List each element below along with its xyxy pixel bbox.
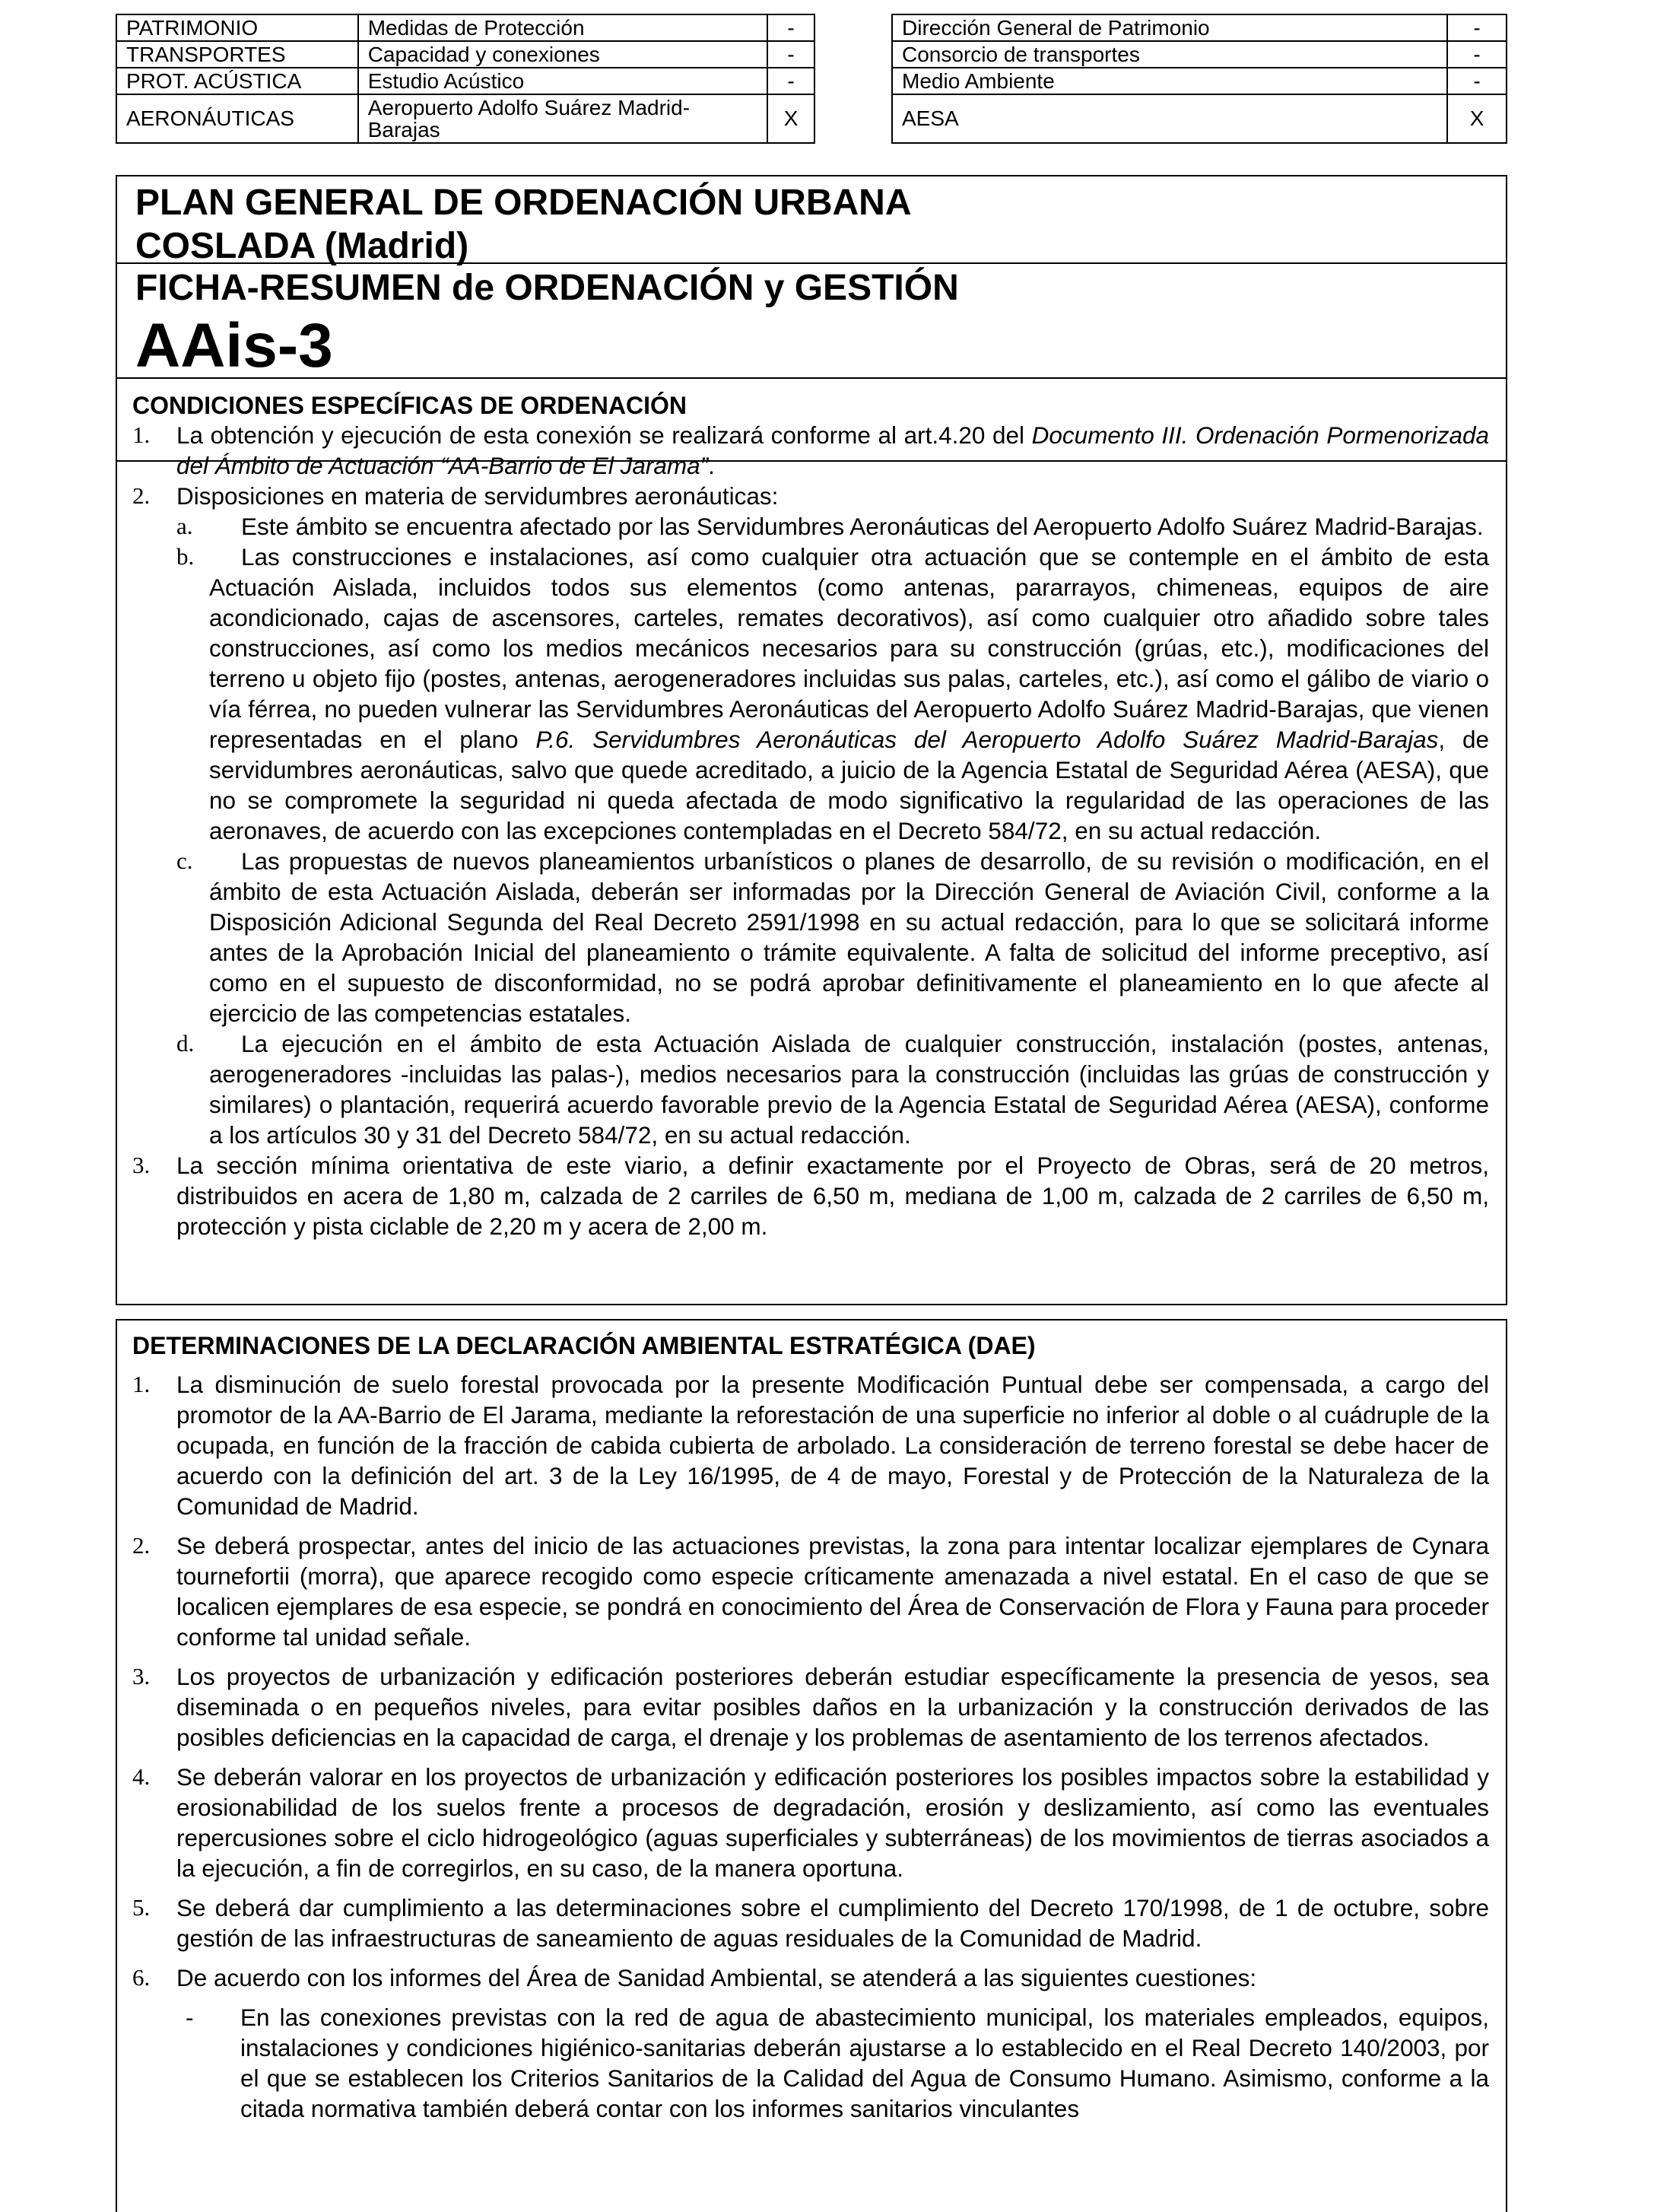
item-text: Se deberá prospectar, antes del inicio de las actuaciones previstas, la zona para intentar localizar ejemplares de Cynara tournefortii (morra), que aparece recogido como especie críticamente amenazada a nivel estatal. En el caso de que se localicen ejemplares de esa especie, se pondrá en conocimiento del Área de Conservación de Flora y Fauna para proceder conforme tal unidad señale. <box>176 1532 1489 1651</box>
item-number: 3. <box>132 1152 151 1178</box>
item-number: 6. <box>132 1964 151 1991</box>
item-number: 1. <box>132 421 151 448</box>
agency-cell: AESA <box>892 94 1447 143</box>
plan-location-line: COSLADA (Madrid) <box>135 226 469 266</box>
item-text: Se deberá dar cumplimiento a las determinaciones sobre el cumplimiento del Decreto 170/1998, de 1 de octubre, sobre gestión de las infraestructuras de saneamiento de aguas residuales de la Comunidad de Madrid. <box>176 1894 1489 1952</box>
item-text: La sección mínima orientativa de este viario, a definir exactamente por el Proyecto de Obras, será de 20 metros, distribuidos en acera de 1,80 m, calzada de 2 carriles de 6,50 m, mediana de 1,00 m, calzada de 2 carriles de 6,50 m, protección y pista ciclable de 2,20 m y acera de 2,00 m. <box>176 1152 1489 1240</box>
dae-section <box>116 1319 1507 2212</box>
conditions-section <box>116 377 1507 1305</box>
subitem-text: , de servidumbres aeronáuticas, salvo que quede acreditado, a juicio de la Agencia Estatal de Seguridad Aérea (AESA), que no se compromete la seguridad ni queda afectada de modo significativo la regularidad de las operaciones de las aeronaves, de acuerdo con las excepciones contempladas en el Decreto 584/72, en su actual redacción. <box>209 726 1489 844</box>
list-item <box>132 1661 1489 1753</box>
item-text: Los proyectos de urbanización y edificación posteriores deberán estudiar específicamente la presencia de yesos, sea diseminada o en pequeños niveles, para evitar posibles daños en la urbanización y la construcción derivados de las posibles deficiencias en la capacidad de carga, el drenaje y los problemas de asentamiento de los terrenos afectados. <box>176 1663 1489 1751</box>
measure-cell: Medidas de Protección <box>358 14 767 41</box>
item-text: De acuerdo con los informes del Área de Sanidad Ambiental, se atenderá a las siguientes cuestiones: <box>176 1964 1257 1991</box>
mark-cell: - <box>767 14 814 41</box>
item-number: 2. <box>132 482 151 509</box>
item-text: La disminución de suelo forestal provocada por la presente Modificación Puntual debe ser compensada, a cargo del promotor de la AA-Barrio de El Jarama, mediante la reforestación de una superficie no inferior al doble o al cuádruple de la ocupada, en función de la fracción de cabida cubierta de arbolado. La consideración de terreno forestal se debe hacer de acuerdo con la definición del art. 3 de la Ley 16/1995, de 4 de mayo, Forestal y de Protección de la Naturaleza de la Comunidad de Madrid. <box>176 1371 1489 1520</box>
subitem-text: Las propuestas de nuevos planeamientos urbanísticos o planes de desarrollo, de su revisión o modificación, en el ámbito de esta Actuación Aislada, deberán ser informadas por la Dirección General de Aviación Civil, conforme a la Disposición Adicional Segunda del Real Decreto 2591/1998 en su actual redacción, para lo que se solicitará informe antes de la Aprobación Inicial del planeamiento o trámite equivalente. A falta de solicitud del informe preceptivo, así como en el supuesto de disconformidad, no se podrá aprobar definitivamente el planeamiento en lo que afecte al ejercicio de las competencias estatales. <box>209 847 1489 1027</box>
table-row <box>892 41 1507 68</box>
item-text: Disposiciones en materia de servidumbres aeronáuticas: <box>176 482 779 510</box>
table-row <box>116 14 814 41</box>
item-number: 1. <box>132 1371 151 1397</box>
sheet-subtitle: FICHA-RESUMEN de ORDENACIÓN y GESTIÓN <box>135 268 959 308</box>
list-item <box>132 1150 1489 1241</box>
category-cell: PATRIMONIO <box>116 14 358 41</box>
list-item <box>132 1963 1489 1993</box>
measure-cell: Aeropuerto Adolfo Suárez Madrid-Barajas <box>358 94 767 143</box>
subitem-letter: a. <box>176 513 193 539</box>
table-row <box>116 68 814 94</box>
list-subitem <box>132 1028 1489 1150</box>
agency-reference-table <box>891 14 1507 144</box>
list-item <box>132 420 1489 481</box>
measure-cell: Capacidad y conexiones <box>358 41 767 68</box>
list-item <box>132 1893 1489 1953</box>
subitem-letter: d. <box>176 1030 195 1057</box>
item-text: La obtención y ejecución de esta conexión se realizará conforme al art.4.20 del <box>176 421 1032 449</box>
measure-cell: Estudio Acústico <box>358 68 767 94</box>
section-heading: CONDICIONES ESPECÍFICAS DE ORDENACIÓN <box>132 392 687 419</box>
list-subitem <box>132 2002 1489 2124</box>
agency-cell: Medio Ambiente <box>892 68 1447 94</box>
list-item <box>132 1369 1489 1521</box>
mark-cell: - <box>1447 41 1507 68</box>
plan-title <box>117 176 1506 264</box>
subitem-text: La ejecución en el ámbito de esta Actuación Aislada de cualquier construcción, instalación (postes, antenas, aerogeneradores -incluidas las palas-), medios necesarios para la construcción (incluidas las grúas de construcción y similares) o plantación, requerirá acuerdo favorable previo de la Agencia Estatal de Seguridad Aérea (AESA), conforme a los artículos 30 y 31 del Decreto 584/72, en su actual redacción. <box>209 1030 1489 1149</box>
mark-cell: X <box>767 94 814 143</box>
subitem-text: Las construcciones e instalaciones, así como cualquier otra actuación que se contemple en el ámbito de esta Actuación Aislada, incluidos todos sus elementos (como antenas, pararrayos, chimeneas, equipos de aire acondicionado, cajas de ascensores, carteles, remates decorativos), así como cualquier otro añadido sobre tales construcciones, así como los medios mecánicos necesarios para su construcción (grúas, etc.), modificaciones del terreno u objeto fijo (postes, antenas, aerogeneradores incluidas sus palas, carteles, etc.), así como el gálibo de viario o vía férrea, no pueden vulnerar las Servidumbres Aeronáuticas del Aeropuerto Adolfo Suárez Madrid-Barajas, que vienen representadas en el plano <box>209 543 1489 753</box>
subitem-text: En las conexiones previstas con la red de agua de abastecimiento municipal, los materiales empleados, equipos, instalaciones y condiciones higiénico-sanitarias deberán ajustarse a lo establecido en el Real Decreto 140/2003, por el que se establecen los Criterios Sanitarios de la Calidad del Agua de Consumo Humano. Asimismo, conforme a la citada normativa también deberá contar con los informes sanitarios vinculantes <box>240 2004 1489 2122</box>
list-item <box>132 1762 1489 1883</box>
sector-reference-table <box>116 14 815 144</box>
item-number: 3. <box>132 1663 151 1689</box>
item-text: . <box>708 452 715 479</box>
category-cell: TRANSPORTES <box>116 41 358 68</box>
list-item <box>132 481 1489 511</box>
bullet-dash: - <box>186 2004 194 2031</box>
list-subitem <box>132 511 1489 542</box>
item-text: Se deberán valorar en los proyectos de urbanización y edificación posteriores los posibles impactos sobre la estabilidad y erosionabilidad de los suelos frente a procesos de degradación, erosión y deslizamiento, así como las eventuales repercusiones sobre el ciclo hidrogeológico (aguas superficiales y subterráneas) de los movimientos de tierras asociados a la ejecución, a fin de corregirlos, en su caso, de la manera oportuna. <box>176 1763 1489 1882</box>
mark-cell: - <box>1447 14 1507 41</box>
table-row <box>116 94 814 143</box>
plan-title-line: PLAN GENERAL DE ORDENACIÓN URBANA <box>135 183 912 223</box>
list-item <box>132 1530 1489 1652</box>
subitem-text: Este ámbito se encuentra afectado por las Servidumbres Aeronáuticas del Aeropuerto Adolfo Suárez Madrid-Barajas. <box>241 513 1484 540</box>
item-text-italic: Documento III. Ordenación Pormenorizada del Ámbito de Actuación “AA-Barrio de El Jarama” <box>176 421 1489 479</box>
table-row <box>892 94 1507 143</box>
category-cell: PROT. ACÚSTICA <box>116 68 358 94</box>
category-cell: AERONÁUTICAS <box>116 94 358 143</box>
agency-cell: Dirección General de Patrimonio <box>892 14 1447 41</box>
subitem-text-italic: P.6. Servidumbres Aeronáuticas del Aeropuerto Adolfo Suárez Madrid-Barajas <box>535 726 1439 753</box>
section-heading: DETERMINACIONES DE LA DECLARACIÓN AMBIENTAL ESTRATÉGICA (DAE) <box>132 1332 1036 1359</box>
list-subitem <box>132 846 1489 1028</box>
mark-cell: - <box>767 41 814 68</box>
table-row <box>892 68 1507 94</box>
mark-cell: X <box>1447 94 1507 143</box>
item-number: 4. <box>132 1763 151 1790</box>
table-row <box>116 41 814 68</box>
table-row <box>892 14 1507 41</box>
mark-cell: - <box>767 68 814 94</box>
area-code: AAis-3 <box>135 311 333 380</box>
list-subitem <box>132 542 1489 846</box>
mark-cell: - <box>1447 68 1507 94</box>
agency-cell: Consorcio de transportes <box>892 41 1447 68</box>
subitem-letter: b. <box>176 543 195 570</box>
subitem-letter: c. <box>176 847 193 874</box>
item-number: 2. <box>132 1532 151 1559</box>
item-number: 5. <box>132 1894 151 1921</box>
